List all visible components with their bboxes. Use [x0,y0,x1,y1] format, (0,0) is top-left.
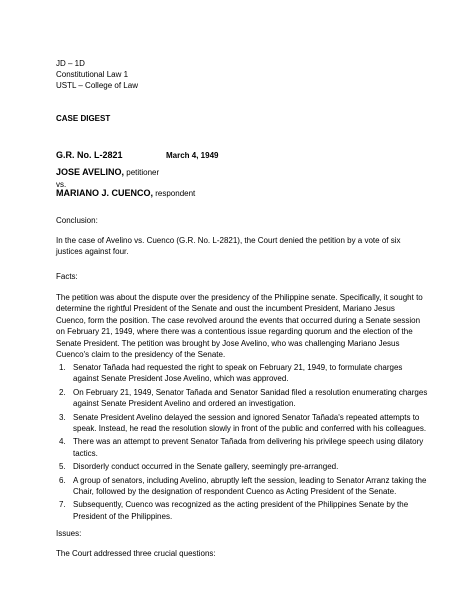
list-item-text: There was an attempt to prevent Senator Tañada from delivering his privilege speech using dilatory tactics. [73,437,424,458]
list-item-text: On February 21, 1949, Senator Tañada and Senator Sanidad filed a resolution enumerating charges against Senate President Avelino and ordered an investigation. [73,387,428,409]
list-item [56,461,428,472]
issues-heading: Issues: [56,529,82,538]
decision-date: March 4, 1949 [166,151,219,160]
list-item [56,436,428,459]
list-item-number: 1. [59,363,66,372]
facts-list [56,362,428,524]
list-item [56,499,428,522]
list-item-text: A group of senators, including Avelino, abruptly left the session, leading to Senator Arranz taking the Chair, followed by the designation of respondent Cuenco as Acting President of the Senate. [73,475,427,497]
issues-intro: The Court addressed three crucial questions: [56,549,216,558]
header-school-line: USTL – College of Law [56,81,138,90]
list-item-text: Senator Tañada had requested the right to speak on February 21, 1949, to formulate charges against Senate President Jose Avelino, which was approved. [73,363,403,384]
list-item [56,412,428,435]
list-item-text: Disorderly conduct occurred in the Senate gallery, seemingly pre-arranged. [73,462,339,472]
gr-number: G.R. No. L-2821 [56,150,123,160]
petitioner-name: JOSE AVELINO, [56,167,125,177]
case-digest-title: CASE DIGEST [56,114,111,123]
list-item-text: Senate President Avelino delayed the session and ignored Senator Tañada's repeated attempts to speak. Instead, he read the resolution slowly in front of the public and conferred with his colleagues. [73,412,427,434]
list-item-number: 5. [59,462,66,472]
list-item-number: 3. [59,412,66,422]
conclusion-text: In the case of Avelino vs. Cuenco (G.R. No. L-2821), the Court denied the petition by a vote of six justices against four. [56,236,401,257]
list-item [56,362,428,385]
respondent-name: MARIANO J. CUENCO, [56,188,154,198]
list-item-number: 2. [59,387,66,397]
list-item-text: Subsequently, Cuenco was recognized as the acting president of the Philippines Senate by the President of the Philippines. [73,500,409,521]
facts-text: The petition was about the dispute over the presidency of the Philippine senate. Specifically, it sought to determine the rightful President of the Senate and oust the incumbent President, Mariano Jesus Cuenco, form the position. The case revolved around the events that occurred during a Senate session on February 21, 1949, where there was a contentious issue regarding quorum and the election of the Senate President. The petition was brought by Jose Avelino, who was challenging Mariano Jesus Cuenco's claim to the presidency of the Senate. [56,293,423,360]
respondent-line [56,188,195,199]
list-item [56,475,428,498]
case-number-row [56,150,219,160]
header-section-line: JD – 1D [56,59,85,68]
conclusion-heading: Conclusion: [56,216,98,225]
list-item-number: 7. [59,500,66,510]
facts-paragraph [56,292,426,360]
respondent-role: respondent [153,189,196,198]
facts-heading: Facts: [56,272,78,281]
list-item [56,387,428,410]
list-item-number: 4. [59,437,66,447]
petitioner-role: petitioner [124,168,160,177]
header-course-line: Constitutional Law 1 [56,70,129,79]
list-item-number: 6. [59,475,66,485]
versus-label: vs. [56,180,67,189]
petitioner-line [56,167,159,178]
conclusion-paragraph [56,235,426,258]
